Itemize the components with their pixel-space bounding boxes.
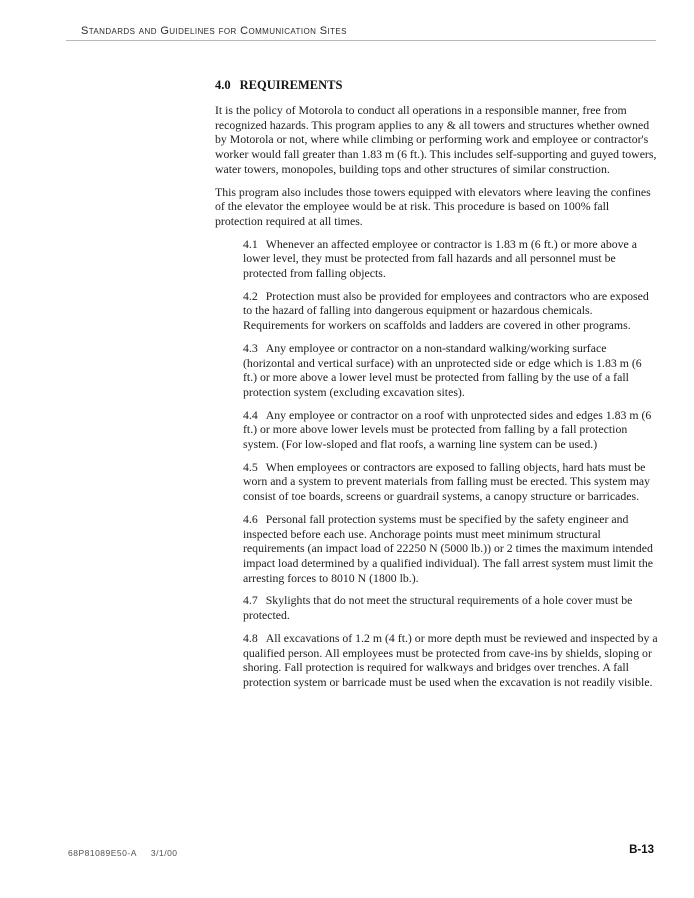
item-text: All excavations of 1.2 m (4 ft.) or more depth must be reviewed and inspected by a qualified person. All employees must be protected from cave-ins by shields, sloping or shoring. Fall protection is required for walkways and bridges over trenches. A fall protection system or barricade must be used when the excavation is not readily visible. <box>243 630 658 689</box>
item-text: When employees or contractors are exposed to falling objects, hard hats must be worn and a system to prevent materials from falling must be erected. This system may consist of toe boards, screens or guardrail systems, a canopy structure or barricades. <box>243 459 650 504</box>
page-content <box>215 72 658 690</box>
item-text: Personal fall protection systems must be specified by the safety engineer and inspected before each use. Anchorage points must meet minimum structural requirements (an impact load of 22250 N (5000 lb.)) or 2 times the maximum intended impact load determined by a qualified individual). The fall arrest system must limit the arresting forces to 8010 N (1800 lb.). <box>243 511 653 585</box>
requirement-item <box>243 341 658 400</box>
requirement-item <box>243 408 658 452</box>
intro-paragraph-2: This program also includes those towers equipped with elevators where leaving the confines of the elevator the employee would be at risk. This procedure is based on 100% fall protection required at all times. <box>215 184 651 228</box>
requirement-item <box>243 237 658 281</box>
item-text: Whenever an affected employee or contractor is 1.83 m (6 ft.) or more above a lower level, they must be protected from fall hazards and all personnel must be protected from falling objects. <box>243 236 637 281</box>
footer-page-number: B-13 <box>629 844 654 856</box>
requirement-item <box>243 631 658 690</box>
item-number: 4.1 <box>243 236 258 251</box>
footer-doc-info <box>68 848 178 858</box>
item-number: 4.8 <box>243 630 258 645</box>
item-text: Any employee or contractor on a roof with unprotected sides and edges 1.83 m (6 ft.) or more above lower levels must be protected from falling by a fall protection system. (For low-sloped and flat roofs, a warning line system can be used.) <box>243 407 652 452</box>
footer-doc-code: 68P81089E50-A <box>68 848 137 858</box>
item-number: 4.4 <box>243 407 258 422</box>
footer-date: 3/1/00 <box>150 848 178 858</box>
item-number: 4.5 <box>243 459 258 474</box>
intro-paragraph-1: It is the policy of Motorola to conduct all operations in a responsible manner, free from recognized hazards. This program applies to any & all towers and structures whether owned by Motorola or not, where while climbing or performing work and employee or contractor's worker would fall greater than 1.83 m (6 ft.). This includes self-supporting and guyed towers, water towers, monopoles, building tops and other structures of similar construction. <box>215 103 657 176</box>
item-number: 4.3 <box>243 340 258 355</box>
section-number: 4.0 <box>215 78 231 92</box>
item-number: 4.2 <box>243 288 258 303</box>
page-footer <box>0 844 694 864</box>
item-number: 4.6 <box>243 511 258 526</box>
requirement-item <box>243 512 658 586</box>
section-heading <box>215 78 658 93</box>
header-rule <box>66 40 656 41</box>
section-title: REQUIREMENTS <box>239 78 343 92</box>
requirement-item <box>243 460 658 504</box>
item-text: Any employee or contractor on a non-standard walking/working surface (horizontal and vertical surface) with an unprotected side or edge which is 1.83 m (6 ft.) or more above a lower level must be protected from falling by the use of a fall protection system (excluding excavation sites). <box>243 340 642 399</box>
running-header: Standards and Guidelines for Communication Sites <box>81 25 347 37</box>
item-text: Protection must also be provided for employees and contractors who are exposed to the hazard of falling into dangerous equipment or hazardous chemicals. Requirements for workers on scaffolds and ladders are covered in other programs. <box>243 288 649 333</box>
item-number: 4.7 <box>243 593 258 608</box>
requirement-item <box>243 289 658 333</box>
requirement-item <box>243 593 658 622</box>
item-text: Skylights that do not meet the structural requirements of a hole cover must be protected. <box>243 593 633 623</box>
